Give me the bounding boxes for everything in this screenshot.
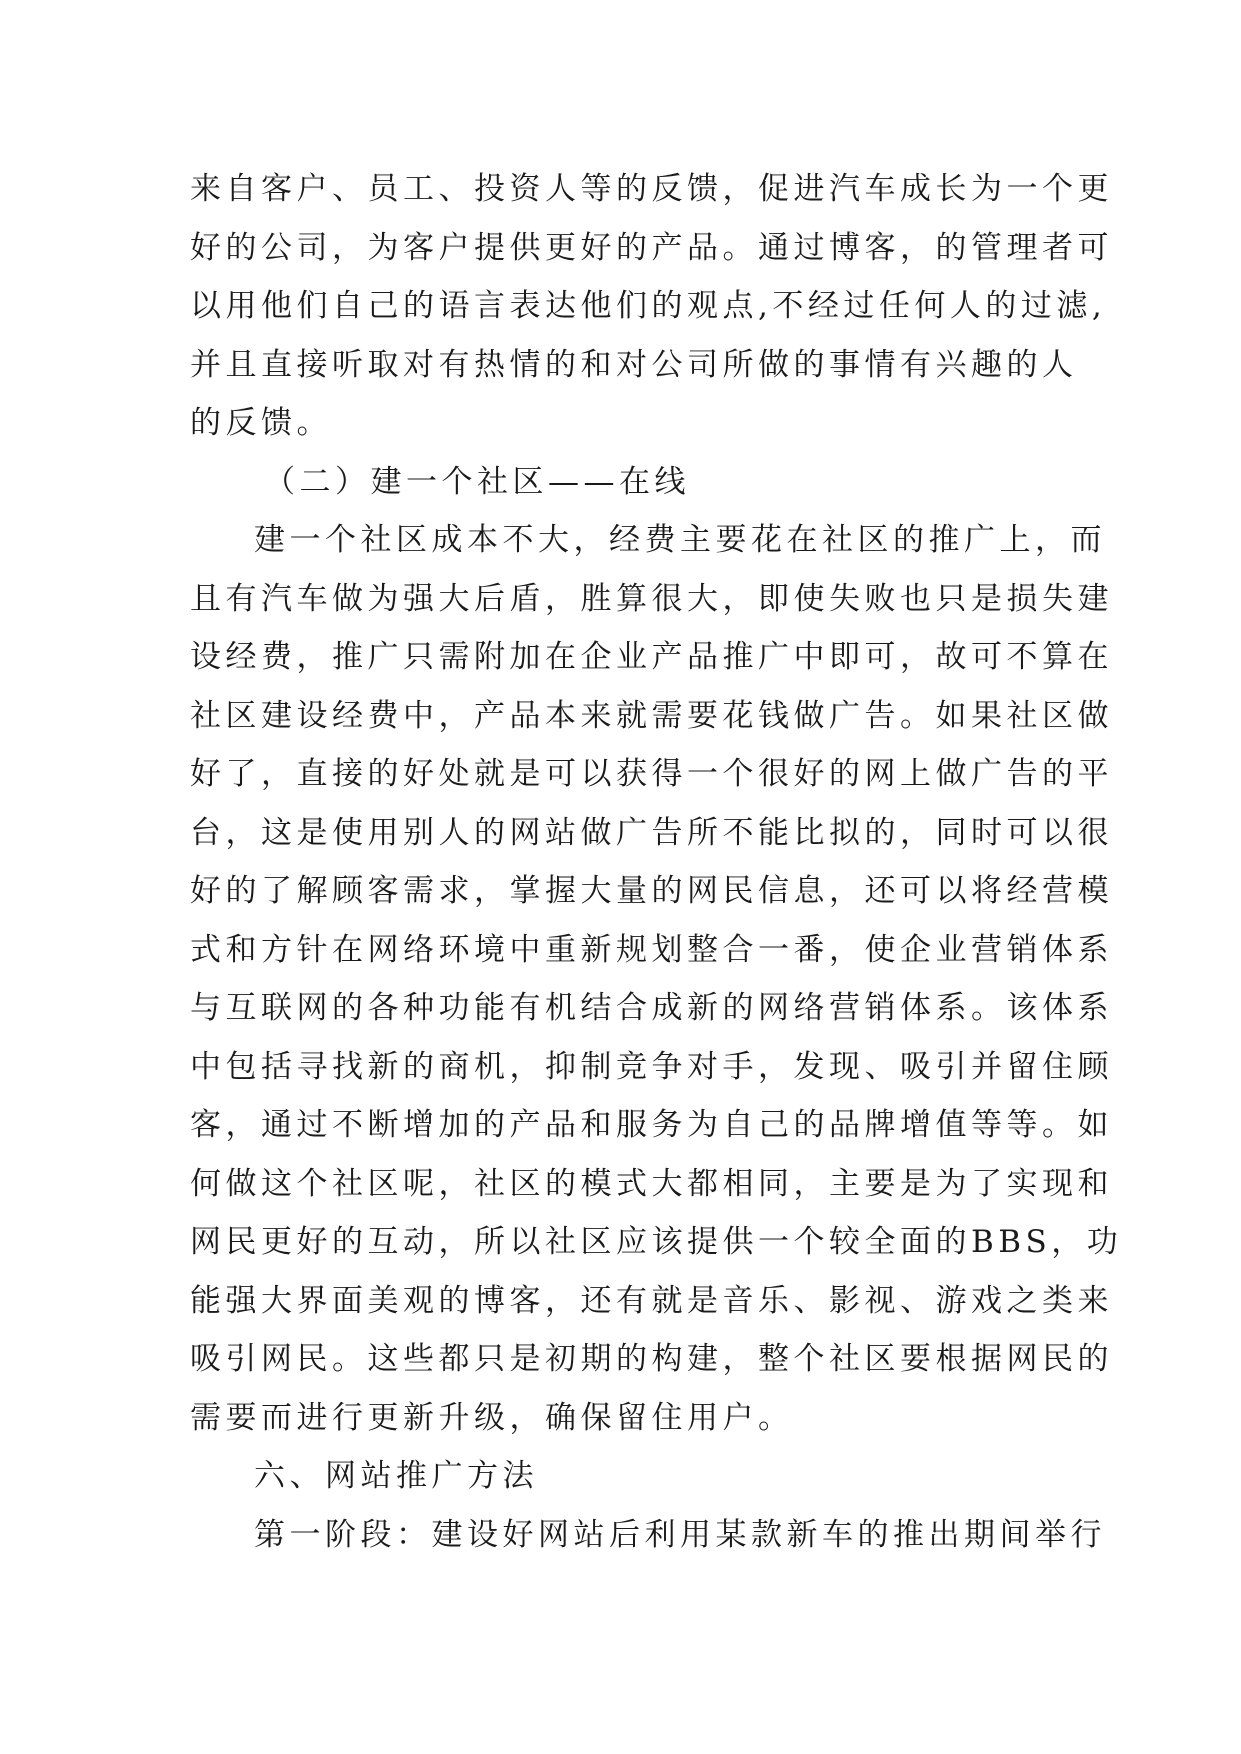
text-line: 好的公司，为客户提供更好的产品。通过博客，的管理者可	[190, 229, 1113, 266]
text-line: 好了，直接的好处就是可以获得一个很好的网上做广告的平	[190, 756, 1113, 792]
text-line: 来自客户、员工、投资人等的反馈，促进汽车成长为一个更	[190, 171, 1113, 207]
text-line: 好的了解顾客需求，掌握大量的网民信息，还可以将经营模	[190, 873, 1113, 909]
paragraph-first-line: 第一阶段：建设好网站后利用某款新车的推出期间举行	[254, 1516, 1106, 1553]
section-heading: 六、网站推广方法	[254, 1458, 538, 1494]
paragraph-first-line: 建一个社区成本不大，经费主要花在社区的推广上，而	[254, 522, 1106, 558]
text-line: 能强大界面美观的博客，还有就是音乐、影视、游戏之类来	[190, 1282, 1113, 1319]
text-line: 与互联网的各种功能有机结合成新的网络营销体系。该体系	[190, 990, 1113, 1026]
text-line: 设经费，推广只需附加在企业产品推广中即可，故可不算在	[190, 639, 1113, 675]
text-line: 何做这个社区呢，社区的模式大都相同，主要是为了实现和	[190, 1165, 1113, 1202]
text-line: 网民更好的互动，所以社区应该提供一个较全面的BBS，功	[190, 1224, 1123, 1260]
body-text	[190, 160, 1123, 1564]
text-line: 客，通过不断增加的产品和服务为自己的品牌增值等等。如	[190, 1107, 1113, 1143]
text-line: 台，这是使用别人的网站做广告所不能比拟的，同时可以很	[190, 814, 1113, 851]
text-line: 中包括寻找新的商机，抑制竞争对手，发现、吸引并留住顾	[190, 1048, 1113, 1085]
text-line: 并且直接听取对有热情的和对公司所做的事情有兴趣的人	[190, 346, 1078, 383]
text-line: 需要而进行更新升级，确保留住用户。	[190, 1399, 794, 1436]
text-line: 以用他们自己的语言表达他们的观点,不经过任何人的过滤,	[190, 288, 1107, 324]
text-line: 社区建设经费中，产品本来就需要花钱做广告。如果社区做	[190, 697, 1113, 734]
section-heading: （二）建一个社区——在线	[264, 463, 690, 500]
text-line: 的反馈。	[190, 405, 332, 441]
text-line: 且有汽车做为强大后盾，胜算很大，即使失败也只是损失建	[190, 580, 1113, 617]
text-line: 式和方针在网络环境中重新规划整合一番，使企业营销体系	[190, 931, 1113, 968]
text-line: 吸引网民。这些都只是初期的构建，整个社区要根据网民的	[190, 1341, 1113, 1377]
